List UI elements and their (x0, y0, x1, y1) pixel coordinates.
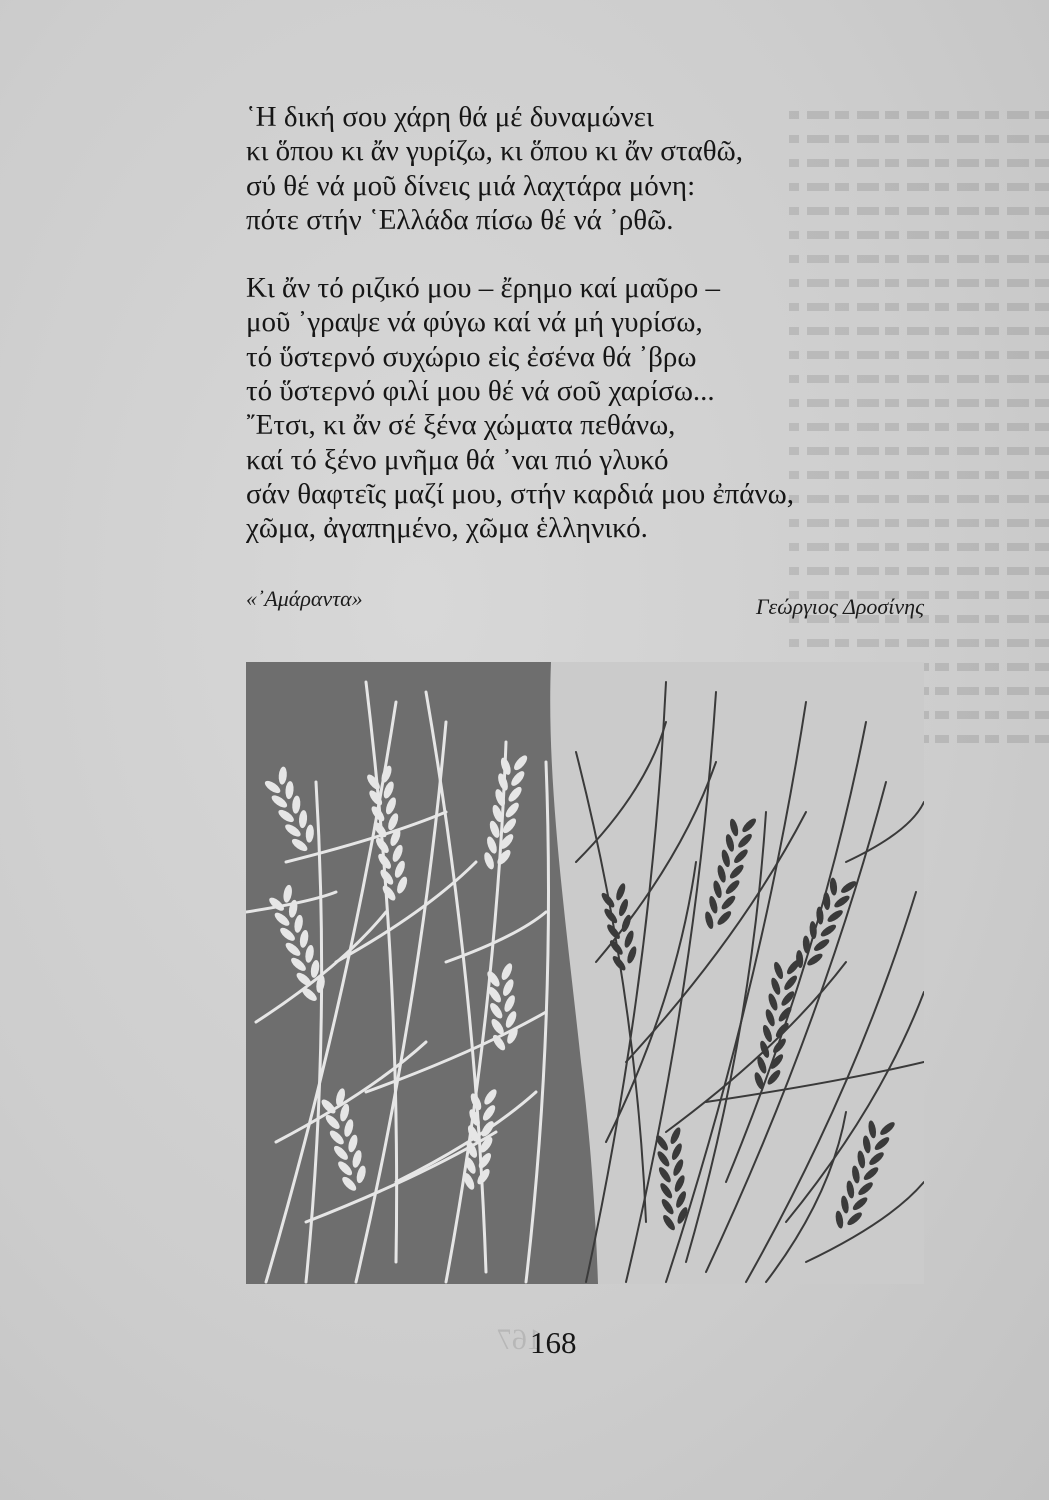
page-number: 168 (530, 1325, 577, 1360)
source-title: «᾿Αμάραντα» (246, 586, 363, 611)
poem-line: σύ θέ νά μοῦ δίνεις μιά λαχτάρα μόνη: (246, 169, 696, 202)
poem-line: τό ὕστερνό φιλί μου θέ νά σοῦ χαρίσω... (246, 375, 715, 408)
poem-line: καί τό ξένο μνῆμα θά ᾿ναι πιό γλυκό (246, 443, 669, 476)
poem-line: μοῦ ᾿γραψε νά φύγω καί νά μή γυρίσω, (246, 306, 703, 339)
stanza-2 (246, 271, 946, 545)
bleed-through-page-number: 167 (497, 1323, 542, 1356)
poem-line: ῎Ετσι, κι ἄν σέ ξένα χώματα πεθάνω, (246, 409, 676, 442)
author-name: Γεώργιος Δροσίνης (756, 594, 924, 619)
poem-line: χῶμα, ἀγαπημένο, χῶμα ἑλληνικό. (246, 512, 648, 545)
poem-line: σάν θαφτεῖς μαζί μου, στήν καρδιά μου ἐπάνω, (246, 477, 794, 510)
wheat-drawing (246, 662, 924, 1284)
wheat-illustration (246, 662, 924, 1284)
stanza-1 (246, 100, 946, 237)
poem-line: τό ὕστερνό συχώριο εἰς ἐσένα θά ᾿βρω (246, 340, 697, 373)
poem-line: κι ὅπου κι ἄν γυρίζω, κι ὅπου κι ἄν σταθῶ, (246, 135, 743, 168)
poem-line: ῾Η δική σου χάρη θά μέ δυναμώνει (246, 101, 654, 133)
poem-line: πότε στήν ῾Ελλάδα πίσω θέ νά ᾿ρθῶ. (246, 203, 674, 236)
poem (246, 100, 946, 546)
poem-line: Κι ἄν τό ριζικό μου – ἔρημο καί μαῦρο – (246, 272, 720, 305)
